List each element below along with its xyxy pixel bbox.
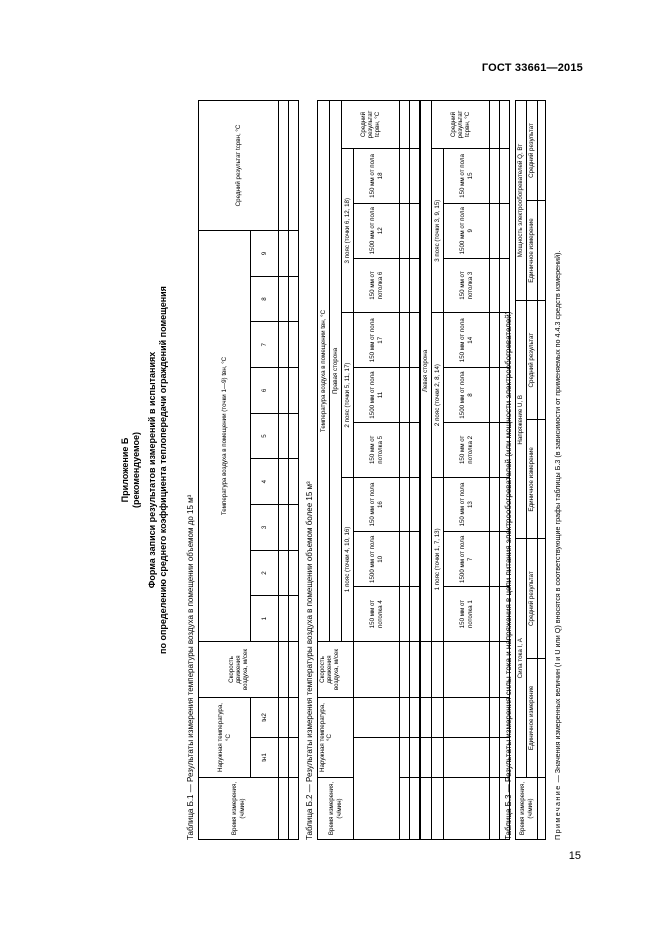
table-row xyxy=(400,101,410,840)
note-label: Примечание xyxy=(553,784,562,840)
b2-left-cell: 150 мм от пола 15 xyxy=(444,149,490,204)
table-row xyxy=(289,101,299,840)
table-row xyxy=(279,101,289,840)
b2-left-cell: 150 мм от потолка 2 xyxy=(444,422,490,477)
b3-time-header: Время измерения, (ч/мин) xyxy=(516,778,538,840)
b1-tn1: tн1 xyxy=(251,738,279,778)
b1-point-1: 1 xyxy=(251,596,279,642)
appendix-recommended: (рекомендуемое) xyxy=(131,432,142,508)
main-title-line2: по определению среднего коэффициента теплопередачи ограждений помещения xyxy=(157,286,168,654)
b3-current-header: Сила тока I, А xyxy=(516,539,527,778)
table-b3-caption: Таблица Б.3 — Результаты измерения силы тока и напряжения в цепи питания электрообогревателей (или мощности электрообогревателей) xyxy=(504,311,513,840)
b1-point-5: 5 xyxy=(251,413,279,459)
b2-right-cell: 1500 мм от пола 12 xyxy=(354,203,400,258)
b2-right-cell: 150 мм от потолка 5 xyxy=(354,422,400,477)
b3-current-single: Единичное измерение xyxy=(527,658,538,777)
b3-power-single: Единичное измерение xyxy=(527,201,538,301)
b2-right-cell: 150 мм от потолка 4 xyxy=(354,587,400,642)
table-b2 xyxy=(317,100,510,840)
b2-right-cell: 150 мм от пола 17 xyxy=(354,313,400,368)
b2-left-belt-3: 3 пояс (точки 3, 9, 15) xyxy=(432,149,444,313)
b1-point-9: 9 xyxy=(251,231,279,277)
b1-point-6: 6 xyxy=(251,368,279,414)
standard-number: ГОСТ 33661—2015 xyxy=(481,62,583,74)
b2-right-belt-3: 3 пояс (точки 6, 12, 18) xyxy=(342,149,354,313)
b1-point-8: 8 xyxy=(251,276,279,322)
appendix-title: Приложение Б xyxy=(120,437,130,503)
table-b1 xyxy=(198,100,299,840)
b2-right-cell: 150 мм от пола 16 xyxy=(354,477,400,532)
b1-point-2: 2 xyxy=(251,550,279,596)
b2-right-cell: 150 мм от пола 18 xyxy=(354,149,400,204)
b2-outer-temp-header: Наружная температура, °С xyxy=(318,697,354,777)
b1-point-3: 3 xyxy=(251,505,279,551)
b1-time-header: Время измерения, (ч/мин) xyxy=(199,778,279,840)
rotated-content xyxy=(120,100,575,840)
b2-air-speed-header: Скорость движения воздуха, м/сек xyxy=(318,641,354,697)
b2-time-header: Время измерения, (ч/мин) xyxy=(318,778,354,840)
b2-right-belt-1: 1 пояс (точки 4, 10, 16) xyxy=(342,477,354,641)
b1-air-speed-header: Скорость движения воздуха, м/сек xyxy=(199,641,279,697)
b3-voltage-single: Единичное измерение xyxy=(527,420,538,539)
b3-power-header: Мощность электрообогревателей Q, Вт xyxy=(516,101,527,301)
b2-left-average: Средний результат tсрвн, °С xyxy=(432,101,490,149)
b2-left-belt-1: 1 пояс (точки 1, 7, 13) xyxy=(432,477,444,641)
b1-average-header: Средний результат tсрвн, °С xyxy=(199,101,279,231)
b1-outer-temp-header: Наружная температура, °С xyxy=(199,697,251,777)
table-row xyxy=(538,101,546,840)
b1-tn2: tн2 xyxy=(251,697,279,737)
page-number: 15 xyxy=(568,850,581,862)
b2-inner-temp-header: Температура воздуха в помещении tвн, °С xyxy=(318,101,330,642)
table-note xyxy=(553,100,562,840)
b2-left-cell: 150 мм от пола 13 xyxy=(444,477,490,532)
b2-left-cell: 1500 мм от пола 9 xyxy=(444,203,490,258)
b2-right-average: Средний результат tсрвн, °С xyxy=(342,101,400,149)
b1-point-7: 7 xyxy=(251,322,279,368)
b2-left-cell: 150 мм от потолка 3 xyxy=(444,258,490,313)
table-row xyxy=(410,101,420,840)
b3-voltage-average: Средний результат xyxy=(527,301,538,420)
b2-right-cell: 1500 мм от пола 10 xyxy=(354,532,400,587)
note-text: — Значения измеренных величин (I и U или Q) вносятся в соответствующие графы таблицы Б.3 (в зависимости от применяемых по 4.4.3 средств измерений). xyxy=(553,250,562,785)
table-b2-caption: Таблица Б.2 — Результаты измерения температуры воздуха в помещении объемом более 15 м³ xyxy=(305,481,314,840)
b2-right-cell: 1500 мм от пола 11 xyxy=(354,368,400,423)
title-block xyxy=(120,100,169,840)
b3-current-average: Средний результат xyxy=(527,539,538,658)
b2-left-cell: 150 мм от потолка 1 xyxy=(444,587,490,642)
table-b1-caption: Таблица Б.1 — Результаты измерения температуры воздуха в помещении объемом до 15 м³ xyxy=(186,494,195,840)
b2-left-cell: 1500 мм от пола 8 xyxy=(444,368,490,423)
b1-point-4: 4 xyxy=(251,459,279,505)
b2-right-cell: 150 мм от потолка 6 xyxy=(354,258,400,313)
table-row xyxy=(490,101,500,840)
b2-right-side-header: Правая сторона xyxy=(330,101,342,642)
b2-left-cell: 150 мм от пола 14 xyxy=(444,313,490,368)
b3-power-average: Средний результат xyxy=(527,101,538,201)
b3-voltage-header: Напряжение U, В xyxy=(516,301,527,540)
b2-right-belt-2: 2 пояс (точки 5, 11, 17) xyxy=(342,313,354,477)
b2-left-side-header: Левая сторона xyxy=(420,101,432,642)
main-title-line1: Форма записи результатов измерений в испытаниях xyxy=(146,351,157,589)
b2-left-cell: 1500 мм от пола 7 xyxy=(444,532,490,587)
b2-left-belt-2: 2 пояс (точки 2, 8, 14) xyxy=(432,313,444,477)
b2-tn-cells xyxy=(354,738,400,840)
table-b3 xyxy=(515,100,546,840)
b1-inner-temp-header: Температура воздуха в помещении (точки 1—9) tвн, °С xyxy=(199,231,251,642)
